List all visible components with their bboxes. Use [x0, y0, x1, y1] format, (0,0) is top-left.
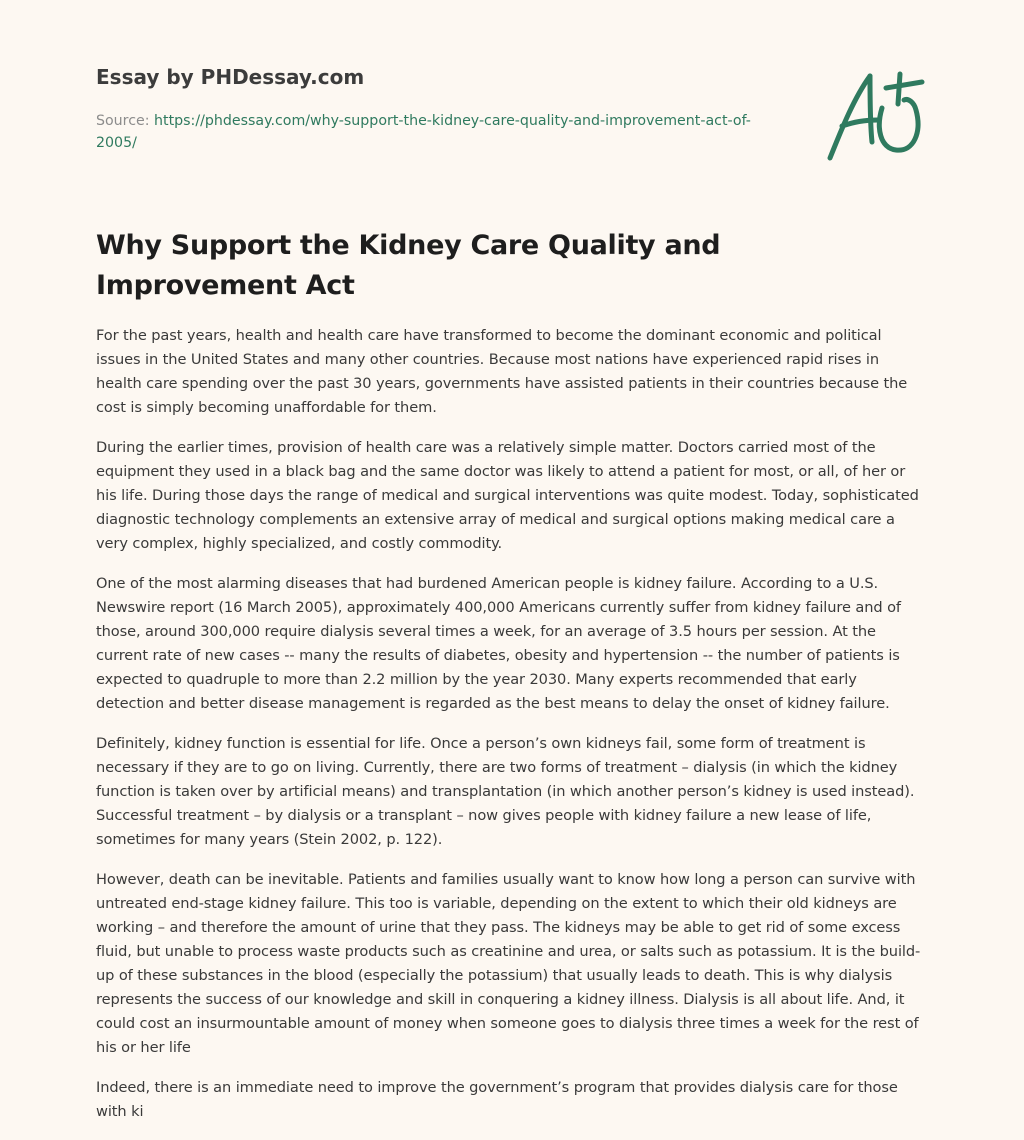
essay-paragraph: Definitely, kidney function is essential for life. Once a person’s own kidneys fail, some form of treatment is necessary if they are to go on living. Currently, there are two forms of treatment – dialysis (in which the kidney function is taken over by artificial means) and transplantation (in which another person’s kidney is used instead). Successful treatment – by dialysis or a transplant – now gives people with kidney failure a new lease of life, sometimes for many years (Stein 2002, p. 122). — [96, 735, 915, 848]
essay-paragraph: Indeed, there is an immediate need to improve the government’s program that provides dialysis care for those with ki — [96, 1079, 898, 1120]
source-line — [96, 110, 756, 154]
essay-body — [96, 324, 928, 1140]
essay-paragraph: During the earlier times, provision of health care was a relatively simple matter. Doctors carried most of the equipment they used in a black bag and the same doctor was likely to attend a patient for most, or all, of her or his life. During those days the range of medical and surgical interventions was quite modest. Today, sophisticated diagnostic technology complements an extensive array of medical and surgical options making medical care a very complex, highly specialized, and costly commodity. — [96, 439, 919, 552]
a-plus-logo-svg — [820, 68, 928, 164]
source-label: Source: — [96, 113, 155, 129]
essay-paragraph: For the past years, health and health care have transformed to become the dominant economic and political issues in the United States and many other countries. Because most nations have experienced rapid rises in health care spending over the past 30 years, governments have assisted patients in their countries because the cost is simply becoming unaffordable for them. — [96, 327, 908, 416]
essay-paragraph: One of the most alarming diseases that had burdened American people is kidney failure. According to a U.S. Newswire report (16 March 2005), approximately 400,000 Americans currently suffer from kidney failure and of those, around 300,000 require dialysis several times a week, for an average of 3.5 hours per session. At the current rate of new cases -- many the results of diabetes, obesity and hypertension -- the number of patients is expected to quadruple to more than 2.2 million by the year 2030. Many experts recommended that early detection and better disease management is regarded as the best means to delay the onset of kidney failure. — [96, 575, 901, 712]
essay-paragraph: However, death can be inevitable. Patients and families usually want to know how long a person can survive with untreated end-stage kidney failure. This too is variable, depending on the extent to which their old kidneys are working – and therefore the amount of urine that they pass. The kidneys may be able to get rid of some excess fluid, but unable to process waste products such as creatinine and urea, or salts such as potassium. It is the build-up of these substances in the blood (especially the potassium) that usually leads to death. This is why dialysis represents the success of our knowledge and skill in conquering a kidney illness. Dialysis is all about life. And, it could cost an insurmountable amount of money when someone goes to dialysis three times a week for the rest of his or her life — [96, 871, 921, 1056]
page-header — [96, 62, 776, 154]
source-link[interactable]: https://phdessay.com/why-support-the-kidney-care-quality-and-improvement-act-of-2005/ — [96, 113, 751, 151]
site-brand: Essay by PHDessay.com — [96, 65, 365, 89]
a-plus-grade-icon — [820, 68, 928, 164]
essay-title: Why Support the Kidney Care Quality and Improvement Act — [96, 230, 721, 301]
